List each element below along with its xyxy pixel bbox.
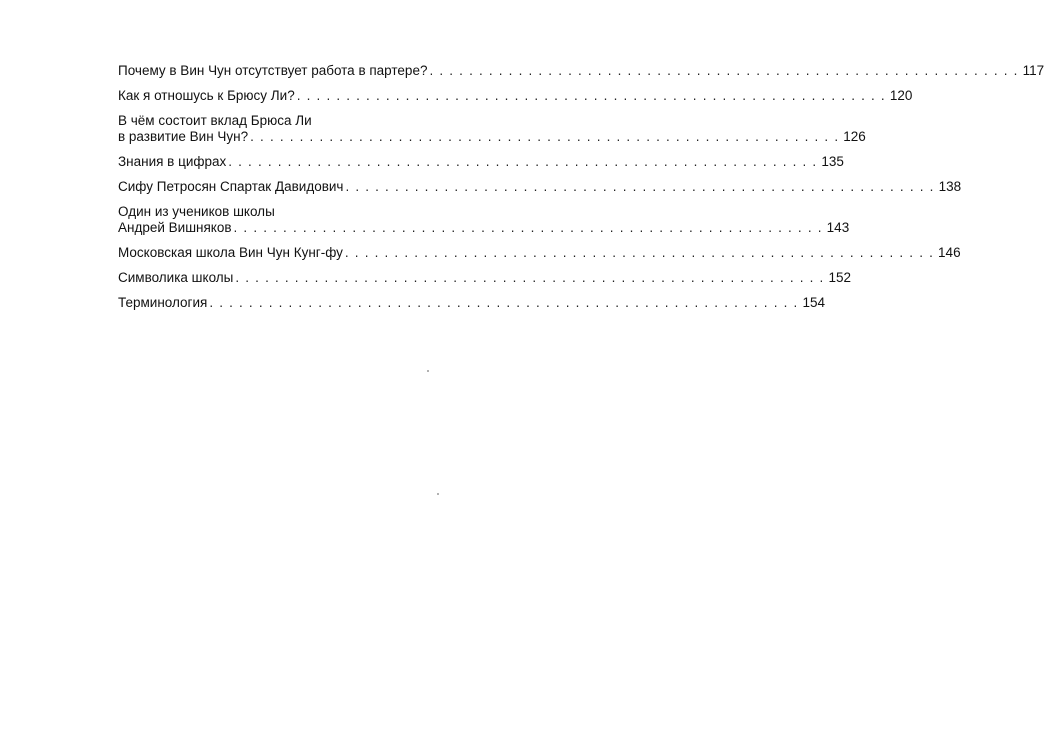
toc-entry [118,113,866,145]
toc-entry [118,245,961,261]
toc-entry-title-line: В чём состоит вклад Брюса Ли [118,113,312,128]
dot-leader: . . . . . . . . . . . . . . . . . . . . . . . . . . . . . . . . . . . . . . . . . . . . . . . . . . . . . . . . . . . . [209,295,799,310]
dot-leader: . . . . . . . . . . . . . . . . . . . . . . . . . . . . . . . . . . . . . . . . . . . . . . . . . . . . . . . . . . . . [345,179,935,194]
table-of-contents [118,63,1044,320]
toc-page-number: 154 [802,295,825,310]
toc-entry-title: Московская школа Вин Чун Кунг-фу [118,245,343,260]
toc-entry-row [118,88,913,104]
toc-entry-row [118,154,844,170]
dot-leader: . . . . . . . . . . . . . . . . . . . . . . . . . . . . . . . . . . . . . . . . . . . . . . . . . . . . . . . . . . . . [344,245,935,260]
toc-entry-row [118,129,866,145]
toc-entry-row [118,220,850,236]
toc-entry-title: Символика школы [118,270,234,285]
toc-entry [118,63,1044,79]
toc-page-number: 126 [843,129,866,144]
dot-leader: . . . . . . . . . . . . . . . . . . . . . . . . . . . . . . . . . . . . . . . . . . . . . . . . . . . . . . . . . . . . [250,129,840,144]
toc-entry [118,179,962,195]
paper-speck [427,370,429,372]
toc-entry-row [118,295,825,311]
toc-entry-title: Знания в цифрах [118,154,227,169]
toc-page-number: 117 [1022,63,1044,78]
toc-page-number: 146 [938,245,961,260]
paper-speck [437,493,439,495]
toc-page-number: 152 [828,270,852,285]
dot-leader: . . . . . . . . . . . . . . . . . . . . . . . . . . . . . . . . . . . . . . . . . . . . . . . . . . . . . . . . . . . . [228,154,818,169]
toc-entry [118,154,844,170]
dot-leader: . . . . . . . . . . . . . . . . . . . . . . . . . . . . . . . . . . . . . . . . . . . . . . . . . . . . . . . . . . . . [233,220,823,235]
toc-entry-row [118,63,1044,79]
toc-entry-title: Почему в Вин Чун отсутствует работа в партере? [118,63,428,78]
dot-leader: . . . . . . . . . . . . . . . . . . . . . . . . . . . . . . . . . . . . . . . . . . . . . . . . . . . . . . . . . . . . [296,88,886,103]
toc-entry-row [118,245,961,261]
toc-page-number: 120 [889,88,913,103]
toc-entry-title: Сифу Петросян Спартак Давидович [118,179,344,194]
toc-entry-title-line: Один из учеников школы [118,204,275,219]
toc-entry-row [118,270,852,286]
toc-entry-title: Терминология [118,295,208,310]
toc-entry [118,88,913,104]
toc-entry [118,295,825,311]
dot-leader: . . . . . . . . . . . . . . . . . . . . . . . . . . . . . . . . . . . . . . . . . . . . . . . . . . . . . . . . . . . . [429,63,1019,78]
toc-entry-title: в развитие Вин Чун? [118,129,249,144]
toc-entry-row [118,179,962,195]
toc-page-number: 143 [826,220,850,235]
toc-entry [118,204,850,236]
dot-leader: . . . . . . . . . . . . . . . . . . . . . . . . . . . . . . . . . . . . . . . . . . . . . . . . . . . . . . . . . . . . [235,270,825,285]
toc-page-number: 135 [821,154,844,169]
toc-entry-title: Как я отношусь к Брюсу Ли? [118,88,295,103]
toc-page-number: 138 [938,179,962,194]
toc-entry [118,270,852,286]
toc-entry-title: Андрей Вишняков [118,220,232,235]
